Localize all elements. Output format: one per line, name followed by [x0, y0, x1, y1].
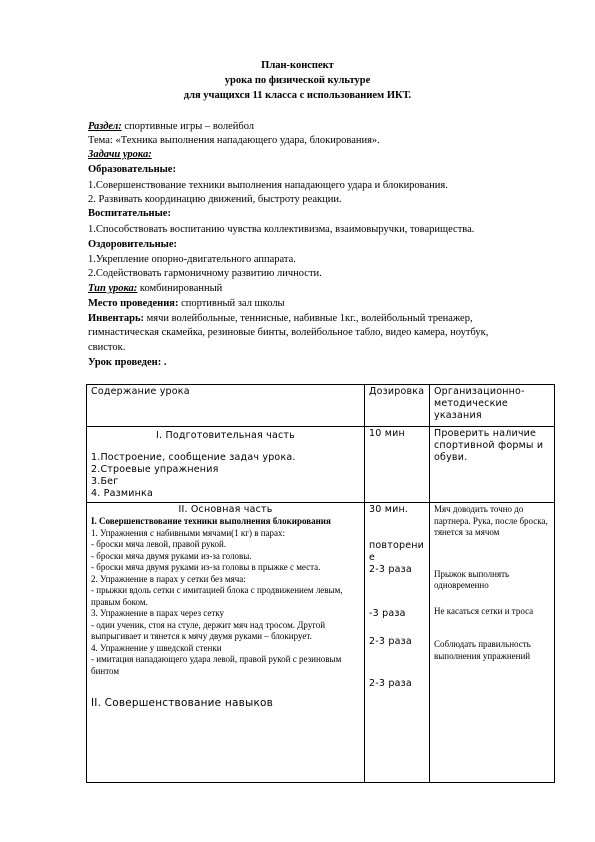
inventory-label: Инвентарь: [88, 313, 145, 324]
header-notes: Организационно-методические указания [430, 385, 555, 427]
main-dose-1: 30 мин. [369, 504, 409, 515]
prep-dose: 10 мин [365, 427, 430, 503]
prep-notes: Проверить наличие спортивной формы и обуви. [430, 427, 555, 503]
ex4-a: - имитация нападающего удара левой, правой рукой с резиновым бинтом [91, 654, 342, 676]
main-title: II. Основная часть [178, 504, 273, 515]
main-note-3: Не касаться сетки и троса [434, 605, 534, 616]
doc-title: План-конспект [261, 60, 334, 71]
held-label: Урок проведен: . [88, 357, 167, 368]
doc-subtitle-2: для учащихся 11 класса с использованием ИКТ. [183, 90, 412, 101]
edu-label: Образовательные: [88, 164, 176, 175]
ex1: 1. Упражнения с набивными мячами(1 кг) в парах: [91, 527, 286, 538]
prep-item-4: 4. Разминка [91, 488, 153, 499]
prep-item-2: 2.Строевые упражнения [91, 464, 219, 475]
inventory-line [88, 313, 473, 324]
main-dose [365, 503, 430, 783]
main-notes [430, 503, 555, 783]
health-item-2: 2.Содействовать гармоничному развитию личности. [88, 268, 322, 279]
ex3: 3. Упражнение в парах через сетку [91, 608, 225, 618]
prep-title: I. Подготовительная часть [156, 430, 295, 441]
inventory-line-2: гимнастическая скамейка, резиновые бинты, волейбольное табло, видео камера, ноутбук, [88, 327, 489, 338]
upbr-item-1: 1.Способствовать воспитанию чувства коллективизма, взаимовыручки, товарищества. [88, 224, 475, 235]
main-dose-4: -3 раза [369, 608, 406, 619]
ex3-a: - один ученик, стоя на стуле, держит мяч над тросом. Другой выпрыгивает и тянется к мячу двумя руками – блокирует. [91, 619, 326, 641]
main-subtitle: I. Совершенствование техники выполнения блокирования [91, 516, 331, 526]
inventory-line-3: свисток. [88, 342, 126, 353]
ex1-c: - броски мяча двумя руками из-за головы в прыжке с места. [91, 562, 321, 572]
main-note-4: Соблюдать правильность выполнения упражнений [434, 639, 531, 661]
topic-line: Тема: «Техника выполнения нападающего удара, блокирования». [88, 135, 380, 146]
health-item-1: 1.Укрепление опорно-двигательного аппарата. [88, 254, 296, 265]
ex1-a: - броски мяча левой, правой рукой. [91, 539, 227, 549]
ex4: 4. Упражнение у шведской стенки [91, 642, 222, 653]
ex2-a: - прыжки вдоль сетки с имитацией блока с продвижением левым, правым боком. [91, 585, 343, 607]
table-row-prep [87, 427, 555, 503]
inventory-value-1: мячи волейбольные, теннисные, набивные 1кг., волейбольный тренажер, [144, 313, 473, 324]
skills-title: II. Совершенствование навыков [91, 697, 274, 709]
upbr-label: Воспитательные: [88, 208, 171, 219]
main-dose-5: 2-3 раза [369, 636, 412, 647]
ex2: 2. Упражнение в парах у сетки без мяча: [91, 573, 246, 584]
lesson-table [86, 384, 555, 783]
table-row-main [87, 503, 555, 783]
type-line [88, 283, 222, 294]
main-note-1: Мяч доводить точно до партнера. Рука, после броска, тянется за мячом [434, 504, 548, 537]
tasks-label: Задачи урока: [88, 149, 152, 160]
main-dose-2: повторение [369, 540, 425, 563]
main-cell [87, 503, 365, 783]
ex1-b: - броски мяча двумя руками из-за головы. [91, 550, 252, 561]
section-label: Раздел: [88, 121, 122, 132]
type-value: комбинированный [137, 283, 223, 294]
main-note-2: Прыжок выполнять одновременно [434, 568, 510, 590]
prep-item-3: 3.Бег [91, 476, 119, 487]
header-content: Содержание урока [87, 385, 365, 427]
edu-item-1: 1.Совершенствование техники выполнения нападающего удара и блокирования. [88, 180, 448, 191]
section-line [88, 121, 254, 132]
doc-subtitle: урока по физической культуре [224, 75, 371, 86]
main-dose-6: 2-3 раза [369, 678, 412, 689]
header-dose: Дозировка [365, 385, 430, 427]
section-value: спортивные игры – волейбол [121, 121, 255, 132]
prep-cell [87, 427, 365, 503]
edu-item-2: 2. Развивать координацию движений, быстроту реакции. [88, 194, 342, 205]
place-value: спортивный зал школы [178, 298, 285, 309]
place-label: Место проведения: [88, 298, 179, 309]
type-label: Тип урока: [88, 283, 138, 294]
table-header-row [87, 385, 555, 427]
main-dose-3: 2-3 раза [369, 564, 412, 575]
prep-item-1: 1.Построение, сообщение задач урока. [91, 452, 296, 463]
health-label: Оздоровительные: [88, 239, 177, 250]
place-line [88, 298, 285, 309]
